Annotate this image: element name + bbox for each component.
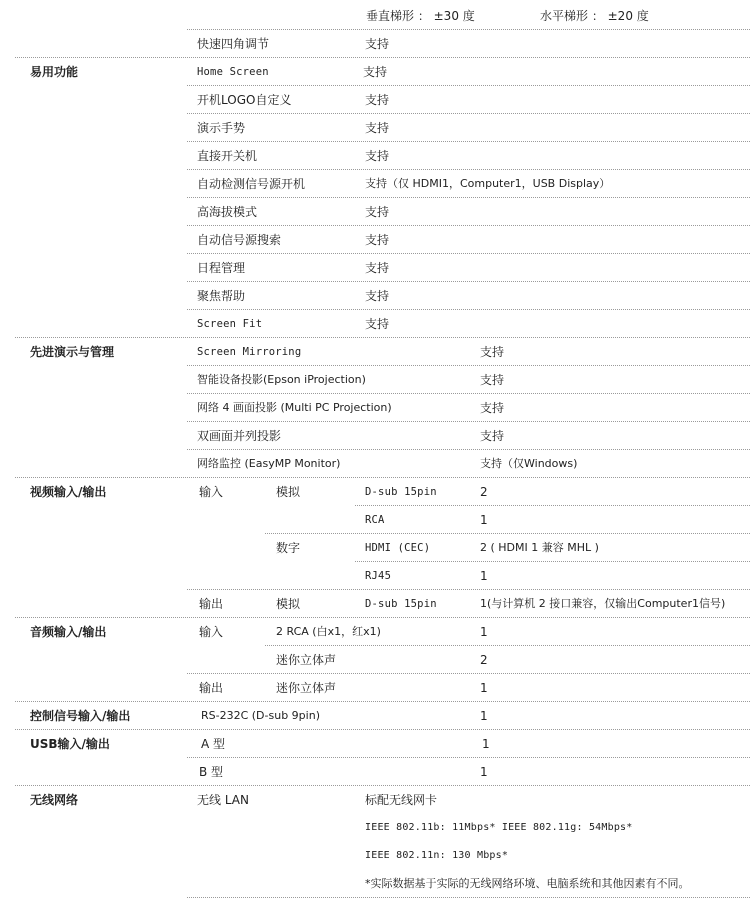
- audio-input-label: 输入: [199, 625, 224, 639]
- spec-label: 开机LOGO自定义: [197, 93, 292, 107]
- row-rule: [187, 85, 750, 86]
- spec-value: 1: [480, 765, 488, 779]
- category-control-signal-io: 控制信号输入/输出: [30, 709, 131, 723]
- spec-label: RS-232C (D-sub 9pin): [201, 709, 320, 722]
- spec-value: 支持: [365, 261, 390, 275]
- port-count: 1: [480, 625, 488, 639]
- spec-value: 支持: [480, 429, 505, 443]
- port-name: 2 RCA (白x1，红x1): [276, 625, 381, 638]
- row-rule: [15, 337, 750, 338]
- spec-label: 网络 4 画面投影 (Multi PC Projection): [197, 401, 392, 414]
- spec-label: 演示手势: [197, 121, 246, 135]
- video-out-analog-label: 模拟: [276, 597, 301, 611]
- spec-value: 支持: [365, 205, 390, 219]
- spec-label: 智能设备投影(Epson iProjection): [197, 373, 366, 386]
- category-audio-io: 音频输入/输出: [30, 625, 107, 639]
- port-count: 1(与计算机 2 接口兼容，仅输出Computer1信号): [480, 597, 726, 610]
- spec-value: 1: [482, 737, 490, 751]
- port-name: D-sub 15pin: [365, 486, 437, 498]
- row-rule: [15, 701, 750, 702]
- row-rule: [187, 589, 750, 590]
- row-rule: [187, 421, 750, 422]
- category-wireless-network: 无线网络: [30, 793, 79, 807]
- port-name: 迷你立体声: [276, 653, 337, 667]
- category-usb-io: USB输入/输出: [30, 737, 110, 751]
- row-rule: [15, 785, 750, 786]
- row-rule: [355, 561, 750, 562]
- row-rule: [15, 617, 750, 618]
- spec-label: 自动信号源搜索: [197, 233, 282, 247]
- category-advanced-presentation: 先进演示与管理: [30, 345, 115, 359]
- row-rule: [187, 365, 750, 366]
- video-input-label: 输入: [199, 485, 224, 499]
- port-name: RCA: [365, 514, 385, 526]
- port-count: 1: [480, 569, 488, 583]
- spec-value: 支持（仅Windows): [480, 457, 578, 470]
- video-digital-label: 数字: [276, 541, 301, 555]
- port-name: HDMI (CEC): [365, 542, 431, 554]
- row-rule: [187, 449, 750, 450]
- spec-value: 1: [480, 709, 488, 723]
- spec-value: 支持: [480, 345, 505, 359]
- video-analog-label: 模拟: [276, 485, 301, 499]
- port-count: 1: [480, 513, 488, 527]
- wireless-speed-line: IEEE 802.11b: 11Mbps* IEEE 802.11g: 54Mbps*: [365, 822, 633, 833]
- port-name: D-sub 15pin: [365, 598, 437, 610]
- spec-value: 支持: [363, 65, 388, 79]
- row-rule: [187, 281, 750, 282]
- row-rule: [187, 141, 750, 142]
- row-rule: [355, 505, 750, 506]
- port-count: 2: [480, 485, 488, 499]
- row-rule: [187, 393, 750, 394]
- spec-value: 支持: [480, 373, 505, 387]
- row-rule: [187, 757, 750, 758]
- wireless-speed-line: IEEE 802.11n: 130 Mbps*: [365, 850, 509, 861]
- horizontal-keystone: 水平梯形 ： ±20 度: [540, 9, 649, 23]
- spec-label: 自动检测信号源开机: [197, 177, 306, 191]
- spec-value: 支持: [365, 317, 390, 331]
- port-count: 1: [480, 681, 488, 695]
- row-rule: [187, 253, 750, 254]
- wireless-card-line: 标配无线网卡: [365, 793, 438, 807]
- row-rule: [187, 673, 750, 674]
- port-name: 迷你立体声: [276, 681, 337, 695]
- row-rule: [187, 197, 750, 198]
- row-rule: [15, 477, 750, 478]
- spec-label: 直接开关机: [197, 149, 258, 163]
- spec-value: 支持: [365, 149, 390, 163]
- spec-label: 双画面并列投影: [197, 429, 282, 443]
- spec-label: 聚焦帮助: [197, 289, 246, 303]
- spec-value: 支持: [365, 289, 390, 303]
- vertical-keystone: 垂直梯形 ： ±30 度: [366, 9, 475, 23]
- row-rule: [15, 57, 750, 58]
- port-count: 2 ( HDMI 1 兼容 MHL ): [480, 541, 599, 554]
- row-rule: [187, 29, 750, 30]
- port-count: 2: [480, 653, 488, 667]
- row-rule: [187, 897, 750, 898]
- spec-value: 支持: [365, 121, 390, 135]
- row-rule: [265, 645, 750, 646]
- spec-value: 支持: [365, 37, 390, 51]
- row-rule: [187, 309, 750, 310]
- row-rule: [15, 729, 750, 730]
- video-output-label: 输出: [199, 597, 224, 611]
- audio-output-label: 输出: [199, 681, 224, 695]
- spec-label: Home Screen: [197, 66, 269, 78]
- spec-label: 日程管理: [197, 261, 246, 275]
- spec-label: 高海拔模式: [197, 205, 258, 219]
- category-ease-of-use: 易用功能: [30, 65, 79, 79]
- spec-value: 支持: [480, 401, 505, 415]
- spec-label: 无线 LAN: [197, 793, 249, 807]
- spec-label: B 型: [199, 765, 224, 779]
- spec-value: 支持: [365, 233, 390, 247]
- wireless-note: *实际数据基于实际的无线网络环境、电脑系统和其他因素有不同。: [365, 877, 690, 890]
- spec-label: Screen Fit: [197, 318, 263, 330]
- spec-value: 支持: [365, 93, 390, 107]
- spec-label: A 型: [201, 737, 226, 751]
- row-rule: [187, 113, 750, 114]
- spec-label: Screen Mirroring: [197, 346, 302, 358]
- spec-label: 网络监控 (EasyMP Monitor): [197, 457, 341, 470]
- row-rule: [187, 225, 750, 226]
- row-rule: [265, 533, 750, 534]
- spec-value: 支持（仅 HDMI1，Computer1，USB Display）: [365, 177, 611, 190]
- category-video-io: 视频输入/输出: [30, 485, 107, 499]
- row-rule: [187, 169, 750, 170]
- spec-label: 快速四角调节: [197, 37, 270, 51]
- port-name: RJ45: [365, 570, 392, 582]
